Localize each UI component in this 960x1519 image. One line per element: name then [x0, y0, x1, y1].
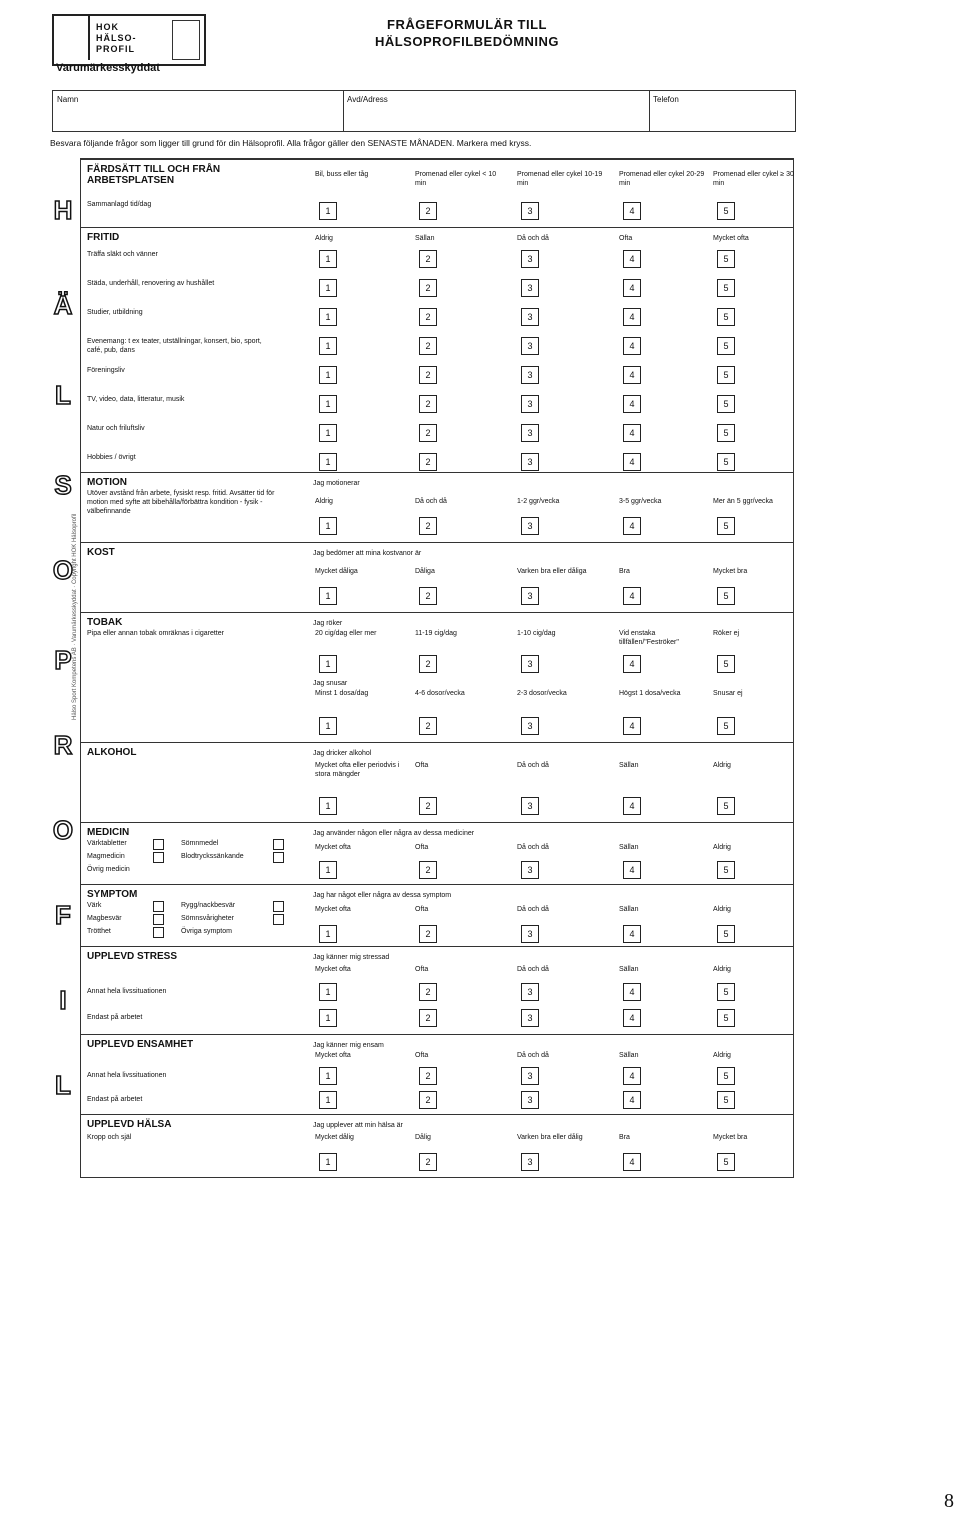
side-letter: O [52, 815, 74, 845]
row-label: Natur och friluftsliv [87, 425, 145, 432]
answer-checkbox-4[interactable]: 4 [623, 587, 641, 605]
option-label: Mycket dålig [315, 1134, 354, 1141]
answer-checkbox-4[interactable]: 4 [623, 717, 641, 735]
answer-checkbox-1[interactable]: 1 [319, 717, 337, 735]
answer-checkbox-1[interactable]: 1 [319, 424, 337, 442]
answer-checkbox-2[interactable]: 2 [419, 279, 437, 297]
question-label: Jag dricker alkohol [313, 750, 372, 757]
answer-checkbox-1[interactable]: 1 [319, 453, 337, 471]
answer-checkbox-3[interactable]: 3 [521, 366, 539, 384]
option-label: Ofta [415, 762, 429, 769]
section-fritid [81, 227, 793, 473]
option-label: Mycket ofta [713, 235, 749, 242]
option-label: Då och då [415, 498, 447, 505]
symptom-option: Övriga symptom [181, 928, 232, 935]
question-label: Jag känner mig stressad [313, 954, 390, 961]
section-kost [81, 542, 793, 613]
answer-checkbox-3[interactable]: 3 [521, 983, 539, 1001]
answer-checkbox-1[interactable]: 1 [319, 983, 337, 1001]
side-letter: F [55, 900, 71, 930]
medicine-option: Övrig medicin [87, 866, 130, 873]
section-heading: UPPLEVD ENSAMHET [87, 1039, 194, 1050]
section-ensamhet [81, 1034, 793, 1115]
answer-checkbox-2[interactable]: 2 [419, 424, 437, 442]
option-label: Sällan [619, 844, 639, 851]
row-label: Annat hela livssituationen [87, 1072, 167, 1079]
answer-checkbox-2[interactable]: 2 [419, 983, 437, 1001]
section-heading: FÄRDSÄTT TILL OCH FRÅN ARBETSPLATSEN [87, 164, 221, 186]
runner-figure-icon [172, 20, 200, 60]
answer-checkbox-2[interactable]: 2 [419, 1009, 437, 1027]
symptom-checkbox[interactable] [153, 914, 164, 925]
title-line-1: FRÅGEFORMULÄR TILL [387, 17, 547, 32]
section-heading: MEDICIN [87, 827, 130, 838]
logo-line: HÄLSO- [96, 33, 137, 43]
option-label: Vid enstaka tillfällen/"Feströker" [619, 630, 679, 646]
option-label: Sällan [415, 235, 435, 242]
option-label: Sällan [619, 1052, 639, 1059]
option-label: Då och då [517, 1052, 549, 1059]
answer-checkbox-2[interactable]: 2 [419, 1091, 437, 1109]
option-label: Aldrig [713, 966, 731, 973]
answer-checkbox-1[interactable]: 1 [319, 1009, 337, 1027]
row-label: Pipa eller annan tobak omräknas i cigaretter [87, 630, 224, 637]
section-alkohol [81, 742, 793, 823]
symptom-option: Trötthet [87, 928, 111, 935]
answer-checkbox-5[interactable]: 5 [717, 279, 735, 297]
option-label: Varken bra eller dåliga [517, 568, 587, 575]
side-letter: L [55, 1070, 71, 1100]
option-label: Minst 1 dosa/dag [315, 690, 369, 697]
answer-checkbox-2[interactable]: 2 [419, 861, 437, 879]
workplace-label: Avd/Adress [347, 95, 388, 104]
section-heading: MOTION [87, 477, 127, 488]
answer-checkbox-4[interactable]: 4 [623, 1153, 641, 1171]
option-label: 3-5 ggr/vecka [619, 498, 662, 505]
answer-checkbox-1[interactable]: 1 [319, 655, 337, 673]
option-label: 4-6 dosor/vecka [415, 690, 465, 697]
side-letter: L [55, 380, 71, 410]
divider [649, 91, 650, 131]
medicine-checkbox[interactable] [273, 839, 284, 850]
section-symptom [81, 884, 793, 947]
option-label: Ofta [619, 235, 633, 242]
answer-checkbox-5[interactable]: 5 [717, 861, 735, 879]
answer-checkbox-3[interactable]: 3 [521, 279, 539, 297]
logo-mark [54, 16, 90, 60]
answer-checkbox-2[interactable]: 2 [419, 517, 437, 535]
section-stress [81, 946, 793, 1035]
option-label: Då och då [517, 762, 549, 769]
symptom-option: Magbesvär [87, 915, 122, 922]
option-label: Aldrig [315, 235, 333, 242]
symptom-checkbox[interactable] [153, 927, 164, 938]
section-heading: FRITID [87, 232, 120, 243]
side-letter: O [52, 555, 74, 585]
answer-checkbox-2[interactable]: 2 [419, 366, 437, 384]
page-title [337, 16, 597, 50]
question-label: Jag upplever att min hälsa är [313, 1122, 403, 1129]
medicine-option: Magmedicin [87, 853, 125, 860]
divider [343, 91, 344, 131]
option-label: Bil, buss eller tåg [315, 171, 369, 178]
section-heading: UPPLEVD HÄLSA [87, 1119, 172, 1130]
answer-checkbox-4[interactable]: 4 [623, 424, 641, 442]
question-label: Jag har något eller några av dessa symptom [313, 892, 452, 899]
answer-checkbox-1[interactable]: 1 [319, 1067, 337, 1085]
row-label: Hobbies / övrigt [87, 454, 136, 461]
answer-checkbox-5[interactable]: 5 [717, 424, 735, 442]
option-label: Aldrig [713, 906, 731, 913]
answer-checkbox-5[interactable]: 5 [717, 366, 735, 384]
option-label: Bra [619, 1134, 630, 1141]
option-label: Dåliga [415, 568, 435, 575]
section-heading: ALKOHOL [87, 747, 137, 758]
row-label: Träffa släkt och vänner [87, 251, 158, 258]
side-letter: I [59, 985, 67, 1015]
page-number: 8 [944, 1490, 954, 1512]
answer-checkbox-4[interactable]: 4 [623, 366, 641, 384]
answer-checkbox-2[interactable]: 2 [419, 717, 437, 735]
answer-checkbox-5[interactable]: 5 [717, 587, 735, 605]
option-label: Aldrig [713, 844, 731, 851]
row-label: TV, video, data, litteratur, musik [87, 396, 185, 403]
answer-checkbox-2[interactable]: 2 [419, 250, 437, 268]
option-label: Promenad eller cykel ≥ 30 min [713, 171, 794, 187]
option-label: Mycket bra [713, 1134, 748, 1141]
logo-text [96, 22, 137, 55]
answer-checkbox-5[interactable]: 5 [717, 202, 735, 220]
question-label: Jag röker [313, 620, 343, 627]
answer-checkbox-5[interactable]: 5 [717, 925, 735, 943]
answer-checkbox-3[interactable]: 3 [521, 587, 539, 605]
side-letter: P [54, 645, 72, 675]
form-scan [42, 0, 802, 1190]
answer-checkbox-3[interactable]: 3 [521, 655, 539, 673]
answer-checkbox-3[interactable]: 3 [521, 717, 539, 735]
option-label: Promenad eller cykel 20-29 min [619, 171, 705, 187]
answer-checkbox-3[interactable]: 3 [521, 424, 539, 442]
answer-checkbox-4[interactable]: 4 [623, 1067, 641, 1085]
answer-checkbox-3[interactable]: 3 [521, 337, 539, 355]
answer-checkbox-2[interactable]: 2 [419, 1153, 437, 1171]
answer-checkbox-5[interactable]: 5 [717, 1067, 735, 1085]
option-label: Bra [619, 568, 630, 575]
option-label: Promenad eller cykel 10-19 min [517, 171, 603, 187]
option-label: Sällan [619, 906, 639, 913]
row-label: Evenemang: t ex teater, utställningar, konsert, bio, sport, café, pub, dans [87, 338, 262, 354]
phone-label: Telefon [653, 95, 679, 104]
symptom-option: Rygg/nackbesvär [181, 902, 236, 909]
medicine-checkbox[interactable] [273, 852, 284, 863]
answer-checkbox-3[interactable]: 3 [521, 1153, 539, 1171]
medicine-checkbox[interactable] [153, 852, 164, 863]
option-label: Mycket ofta [315, 1052, 351, 1059]
option-label: Mycket bra [713, 568, 748, 575]
answer-checkbox-1[interactable]: 1 [319, 366, 337, 384]
answer-checkbox-1[interactable]: 1 [319, 1153, 337, 1171]
answer-checkbox-1[interactable]: 1 [319, 308, 337, 326]
answer-checkbox-3[interactable]: 3 [521, 517, 539, 535]
answer-checkbox-5[interactable]: 5 [717, 983, 735, 1001]
medicine-option: Sömnmedel [181, 840, 219, 847]
answer-checkbox-5[interactable]: 5 [717, 797, 735, 815]
medicine-option: Värktabletter [87, 840, 127, 847]
section-heading: UPPLEVD STRESS [87, 951, 178, 962]
question-label: Jag bedömer att mina kostvanor är [313, 550, 422, 557]
answer-checkbox-3[interactable]: 3 [521, 1091, 539, 1109]
answer-checkbox-2[interactable]: 2 [419, 337, 437, 355]
option-label: Mycket ofta [315, 966, 351, 973]
side-letter: H [53, 195, 73, 225]
answer-checkbox-1[interactable]: 1 [319, 517, 337, 535]
row-label: Annat hela livssituationen [87, 988, 167, 995]
answer-checkbox-2[interactable]: 2 [419, 453, 437, 471]
question-label: Jag motionerar [313, 480, 360, 487]
answer-checkbox-2[interactable]: 2 [419, 587, 437, 605]
question-label: Jag använder någon eller några av dessa mediciner [313, 830, 475, 837]
option-label: Ofta [415, 966, 429, 973]
answer-checkbox-1[interactable]: 1 [319, 1091, 337, 1109]
option-label: Då och då [517, 844, 549, 851]
answer-checkbox-4[interactable]: 4 [623, 861, 641, 879]
question-label: Jag känner mig ensam [313, 1042, 384, 1049]
answer-checkbox-2[interactable]: 2 [419, 395, 437, 413]
question-label: Jag snusar [313, 680, 348, 687]
answer-checkbox-4[interactable]: 4 [623, 1009, 641, 1027]
questionnaire [80, 158, 794, 1178]
answer-checkbox-2[interactable]: 2 [419, 925, 437, 943]
symptom-option: Värk [87, 902, 102, 909]
answer-checkbox-2[interactable]: 2 [419, 202, 437, 220]
row-label: Föreningsliv [87, 367, 125, 374]
answer-checkbox-2[interactable]: 2 [419, 797, 437, 815]
answer-checkbox-5[interactable]: 5 [717, 1153, 735, 1171]
answer-checkbox-5[interactable]: 5 [717, 517, 735, 535]
answer-checkbox-4[interactable]: 4 [623, 279, 641, 297]
symptom-option: Sömnsvårigheter [181, 915, 234, 922]
option-label: Röker ej [713, 630, 740, 637]
option-label: Sällan [619, 762, 639, 769]
answer-checkbox-1[interactable]: 1 [319, 925, 337, 943]
row-label: Utöver avstånd från arbete, fysiskt resp. fritid. Avsätter tid för motion med syfte att bibehålla/förbättra kondition - fysik - välbefinnande [87, 490, 275, 515]
answer-checkbox-3[interactable]: 3 [521, 925, 539, 943]
section-heading: TOBAK [87, 617, 123, 628]
answer-checkbox-5[interactable]: 5 [717, 337, 735, 355]
answer-checkbox-4[interactable]: 4 [623, 925, 641, 943]
section-fardsatt [81, 159, 793, 228]
answer-checkbox-5[interactable]: 5 [717, 717, 735, 735]
option-label: Då och då [517, 235, 549, 242]
option-label: 1-2 ggr/vecka [517, 498, 560, 505]
answer-checkbox-5[interactable]: 5 [717, 395, 735, 413]
logo-line: HOK [96, 22, 119, 32]
answer-checkbox-3[interactable]: 3 [521, 453, 539, 471]
answer-checkbox-5[interactable]: 5 [717, 1091, 735, 1109]
answer-checkbox-3[interactable]: 3 [521, 202, 539, 220]
option-label: Då och då [517, 906, 549, 913]
option-label: Mycket dåliga [315, 568, 358, 575]
option-label: 20 cig/dag eller mer [315, 630, 377, 637]
option-label: Då och då [517, 966, 549, 973]
answer-checkbox-1[interactable]: 1 [319, 861, 337, 879]
medicine-option: Blodtryckssänkande [181, 853, 244, 860]
symptom-checkbox[interactable] [273, 914, 284, 925]
row-label: Studier, utbildning [87, 309, 143, 316]
symptom-checkbox[interactable] [153, 901, 164, 912]
answer-checkbox-5[interactable]: 5 [717, 655, 735, 673]
option-label: Snusar ej [713, 690, 743, 697]
option-label: Sällan [619, 966, 639, 973]
answer-checkbox-5[interactable]: 5 [717, 308, 735, 326]
answer-checkbox-4[interactable]: 4 [623, 983, 641, 1001]
option-label: Mer än 5 ggr/vecka [713, 498, 773, 505]
answer-checkbox-3[interactable]: 3 [521, 1067, 539, 1085]
option-label: Mycket ofta [315, 844, 351, 851]
answer-checkbox-1[interactable]: 1 [319, 587, 337, 605]
option-label: Högst 1 dosa/vecka [619, 690, 681, 697]
answer-checkbox-3[interactable]: 3 [521, 250, 539, 268]
answer-checkbox-3[interactable]: 3 [521, 797, 539, 815]
answer-checkbox-4[interactable]: 4 [623, 395, 641, 413]
answer-checkbox-5[interactable]: 5 [717, 250, 735, 268]
brand-text: Varumärkesskyddat [56, 62, 160, 74]
row-label: Kropp och själ [87, 1134, 132, 1141]
side-letter: Ä [53, 290, 73, 320]
option-label: Promenad eller cykel < 10 min [415, 171, 497, 187]
answer-checkbox-4[interactable]: 4 [623, 453, 641, 471]
answer-checkbox-3[interactable]: 3 [521, 308, 539, 326]
option-label: Aldrig [713, 1052, 731, 1059]
answer-checkbox-4[interactable]: 4 [623, 1091, 641, 1109]
option-label: Aldrig [315, 498, 333, 505]
answer-checkbox-1[interactable]: 1 [319, 797, 337, 815]
option-label: Dålig [415, 1134, 431, 1141]
option-label: Varken bra eller dålig [517, 1134, 583, 1141]
answer-checkbox-4[interactable]: 4 [623, 655, 641, 673]
section-heading: SYMPTOM [87, 889, 138, 900]
answer-checkbox-4[interactable]: 4 [623, 308, 641, 326]
option-label: 1-10 cig/dag [517, 630, 556, 637]
copyright-side-text: Hälso Sport Kompetens AB · Varumärkesskyddat · Copyright HOK Hälsoprofil [72, 513, 78, 720]
section-motion [81, 472, 793, 543]
option-label: 2-3 dosor/vecka [517, 690, 567, 697]
answer-checkbox-2[interactable]: 2 [419, 308, 437, 326]
row-label: Endast på arbetet [87, 1014, 143, 1021]
option-label: Aldrig [713, 762, 731, 769]
answer-checkbox-1[interactable]: 1 [319, 395, 337, 413]
option-label: 11-19 cig/dag [415, 630, 457, 637]
answer-checkbox-2[interactable]: 2 [419, 1067, 437, 1085]
option-label: Mycket ofta eller periodvis i stora mängder [315, 762, 400, 778]
option-label: Mycket ofta [315, 906, 351, 913]
answer-checkbox-4[interactable]: 4 [623, 797, 641, 815]
logo-line: PROFIL [96, 44, 135, 54]
name-label: Namn [57, 95, 79, 104]
medicine-checkbox[interactable] [153, 839, 164, 850]
answer-checkbox-5[interactable]: 5 [717, 453, 735, 471]
section-heading: KOST [87, 547, 115, 558]
option-label: Ofta [415, 844, 429, 851]
option-label: Ofta [415, 1052, 429, 1059]
answer-checkbox-4[interactable]: 4 [623, 517, 641, 535]
title-line-2: HÄLSOPROFILBEDÖMNING [374, 34, 560, 49]
instructions: Besvara följande frågor som ligger till grund för din Hälsoprofil. Alla frågor gäller den SENASTE MÅNADEN. Markera med kryss. [50, 138, 532, 148]
answer-checkbox-4[interactable]: 4 [623, 202, 641, 220]
row-label: Endast på arbetet [87, 1096, 143, 1103]
respondent-fields [52, 90, 796, 132]
side-letter: S [54, 470, 72, 500]
row-label: Städa, underhåll, renovering av hushållet [87, 280, 215, 287]
answer-checkbox-3[interactable]: 3 [521, 861, 539, 879]
answer-checkbox-3[interactable]: 3 [521, 1009, 539, 1027]
option-label: Ofta [415, 906, 429, 913]
answer-checkbox-5[interactable]: 5 [717, 1009, 735, 1027]
answer-checkbox-3[interactable]: 3 [521, 395, 539, 413]
section-medicin [81, 822, 793, 885]
row-label: Sammanlagd tid/dag [87, 201, 152, 208]
side-letter: R [53, 730, 73, 760]
hok-logo [52, 14, 206, 66]
section-tobak [81, 612, 793, 743]
answer-checkbox-1[interactable]: 1 [319, 250, 337, 268]
answer-checkbox-4[interactable]: 4 [623, 250, 641, 268]
answer-checkbox-4[interactable]: 4 [623, 337, 641, 355]
symptom-checkbox[interactable] [273, 901, 284, 912]
answer-checkbox-1[interactable]: 1 [319, 279, 337, 297]
section-halsa [81, 1114, 793, 1178]
answer-checkbox-2[interactable]: 2 [419, 655, 437, 673]
answer-checkbox-1[interactable]: 1 [319, 202, 337, 220]
answer-checkbox-1[interactable]: 1 [319, 337, 337, 355]
